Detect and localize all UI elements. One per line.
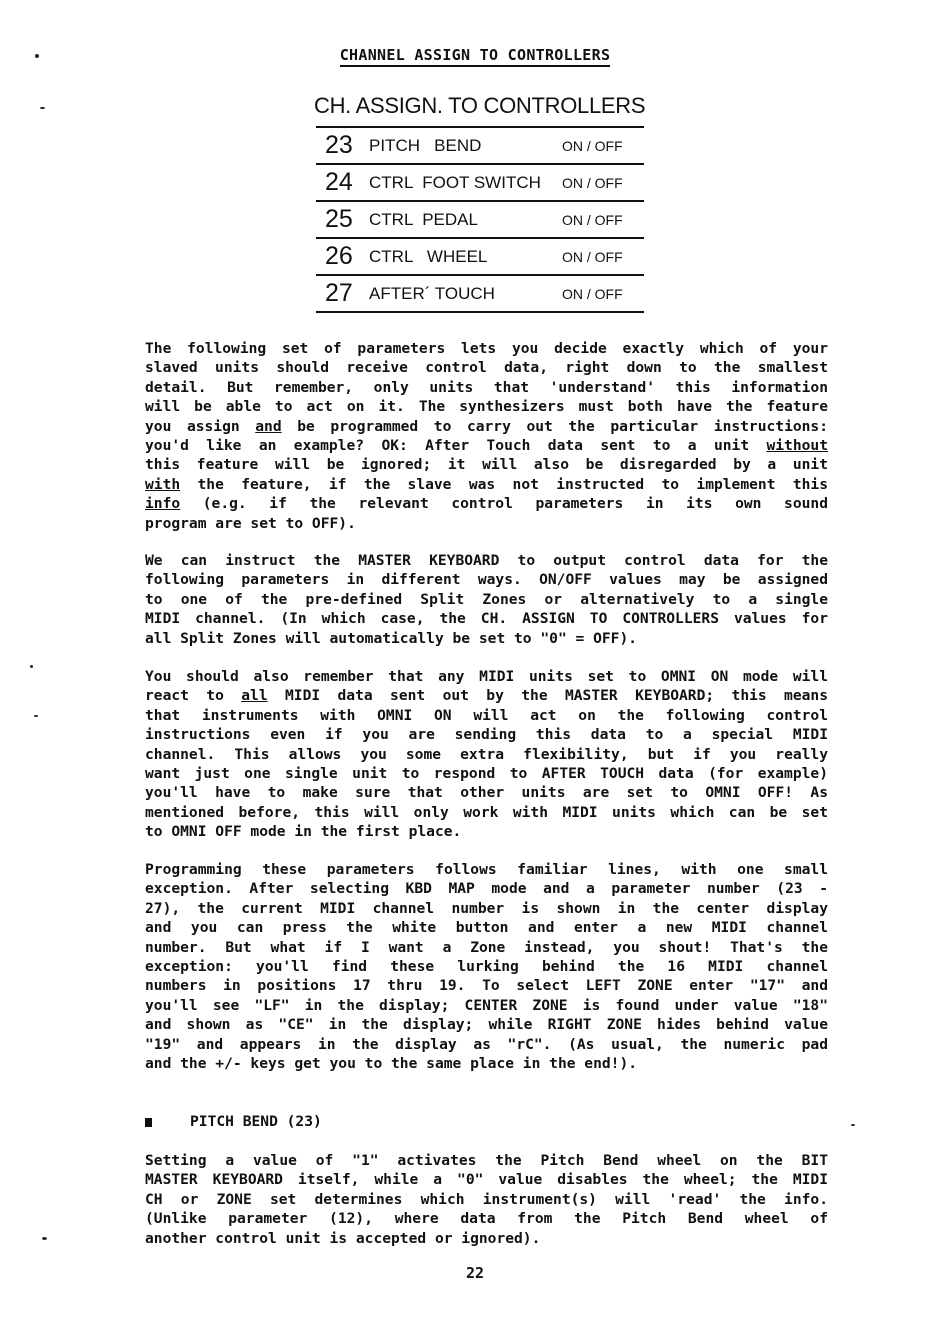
text-line: you'll have to make sure that other units are set to OMNI OFF! As [145,784,828,802]
text-line: program are set to OFF). [145,514,356,532]
parameter-value: ON / OFF [562,285,623,302]
bullet-icon [145,1118,152,1127]
text-line: you'll see "LF" in the display; CENTER ZONE is found under value "18" [145,996,828,1014]
paragraph-programming [145,860,828,1073]
text-line: numbers in positions 17 thru 19. To select LEFT ZONE enter "17" and [145,977,828,995]
text-line: that instruments with OMNI ON will act on the following control [145,706,828,724]
text-line: slaved units should receive control data, right down to the smallest [145,359,828,377]
text-line: instructions even if you are sending this data to a special MIDI [145,726,828,744]
parameter-name: AFTER´ TOUCH [369,283,495,303]
text-line: you assign and be programmed to carry out the particular instructions: [145,417,828,435]
parameter-row-26 [316,239,644,276]
parameter-name: CTRL WHEEL [369,246,488,266]
parameter-value: ON / OFF [562,248,623,265]
text-line: 27), the current MIDI channel number is shown in the center display [145,899,828,917]
underlined-word: and [255,417,282,435]
text-line: We can instruct the MASTER KEYBOARD to output control data for the [145,552,828,569]
text-line: to OMNI OFF mode in the first place. [145,823,462,841]
parameter-name: PITCH BEND [369,135,482,155]
parameter-number: 23 [325,131,353,159]
paragraph-omni-on [145,667,828,842]
text-line: and you can press the white button and enter a new MIDI channel [145,919,828,937]
text-line: MIDI channel. (In which case, the CH. ASSIGN TO CONTROLLERS values for [145,610,828,628]
parameter-value: ON / OFF [562,137,623,154]
scan-speck [34,715,38,717]
text-line: with the feature, if the slave was not instructed to implement this [145,475,828,493]
text-line: "19" and appears in the display as "rC". (As usual, the numeric pad [145,1035,828,1053]
parameter-number: 26 [325,242,353,270]
text-line: number. But what if I want a Zone instead, you shout! That's the [145,938,828,956]
paragraph-master-keyboard [145,551,828,648]
page-number: 22 [465,1264,485,1282]
page-header [0,46,950,64]
paragraph-intro [145,339,828,533]
parameter-number: 27 [325,279,353,307]
parameter-number: 25 [325,205,353,233]
text-line: Setting a value of "1" activates the Pitch Bend wheel on the BIT [145,1152,828,1169]
text-line: info (e.g. if the relevant control parameters in its own sound [145,495,828,513]
section-heading [145,1113,322,1130]
paragraph-pitch-bend [145,1151,828,1248]
scan-speck [30,665,33,668]
text-line: you'd like an example? OK: After Touch data sent to a unit without [145,437,828,455]
text-line: and the +/- keys get you to the same place in the end!). [145,1055,638,1073]
text-line: mentioned before, this will only work with MIDI units which can be set [145,803,828,821]
parameter-row-25 [316,202,644,239]
text-line: (Unlike parameter (12), where data from the Pitch Bend wheel of [145,1210,828,1228]
text-line: to one of the pre-defined Split Zones or alternatively to a single [145,590,828,608]
underlined-word: without [766,437,828,455]
parameter-row-23 [316,128,644,165]
text-line: The following set of parameters lets you decide exactly which of your [145,340,828,357]
parameter-name: CTRL FOOT SWITCH [369,172,541,192]
text-line: exception: you'll find these lurking behind the 16 MIDI channel [145,958,828,976]
parameter-box-title: CH. ASSIGN. TO CONTROLLERS [314,93,646,118]
underlined-word: all [241,687,268,705]
text-line: react to all MIDI data sent out by the MASTER KEYBOARD; this means [145,687,828,705]
text-line: will be able to act on it. The synthesizers must both have the feature [145,398,828,416]
parameter-name: CTRL PEDAL [369,209,478,229]
scan-speck [40,107,45,109]
text-line: want just one single unit to respond to AFTER TOUCH data (for example) [145,765,828,783]
parameter-number: 24 [325,168,353,196]
parameter-table [316,126,644,313]
scan-speck [35,54,39,58]
section-heading-text: PITCH BEND (23) [190,1113,322,1130]
text-line: and shown as "CE" in the display; while RIGHT ZONE hides behind value [145,1016,828,1034]
parameter-value: ON / OFF [562,211,623,228]
page-header-text: CHANNEL ASSIGN TO CONTROLLERS [340,46,611,67]
text-line: Programming these parameters follows familiar lines, with one small [145,861,828,878]
text-line: MASTER KEYBOARD itself, while a "0" value disables the wheel; the MIDI [145,1171,828,1189]
text-line: exception. After selecting KBD MAP mode and a parameter number (23 - [145,880,828,898]
underlined-word: with [145,475,181,493]
text-line: all Split Zones will automatically be set to "0" = OFF). [145,629,638,647]
text-line: another control unit is accepted or ignored). [145,1229,541,1247]
parameter-value: ON / OFF [562,174,623,191]
text-line: channel. This allows you some extra flexibility, but if you really [145,745,828,763]
parameter-row-27 [316,276,644,313]
scan-speck [851,1124,855,1126]
text-line: CH or ZONE set determines which instrument(s) will 'read' the info. [145,1190,828,1208]
text-line: this feature will be ignored; it will also be disregarded by a unit [145,456,828,474]
text-line: You should also remember that any MIDI units set to OMNI ON mode will [145,668,828,685]
scan-speck [42,1237,47,1240]
text-line: following parameters in different ways. ON/OFF values may be assigned [145,571,828,589]
text-line: detail. But remember, only units that 'understand' this information [145,378,828,396]
parameter-row-24 [316,165,644,202]
underlined-word: info [145,495,181,513]
